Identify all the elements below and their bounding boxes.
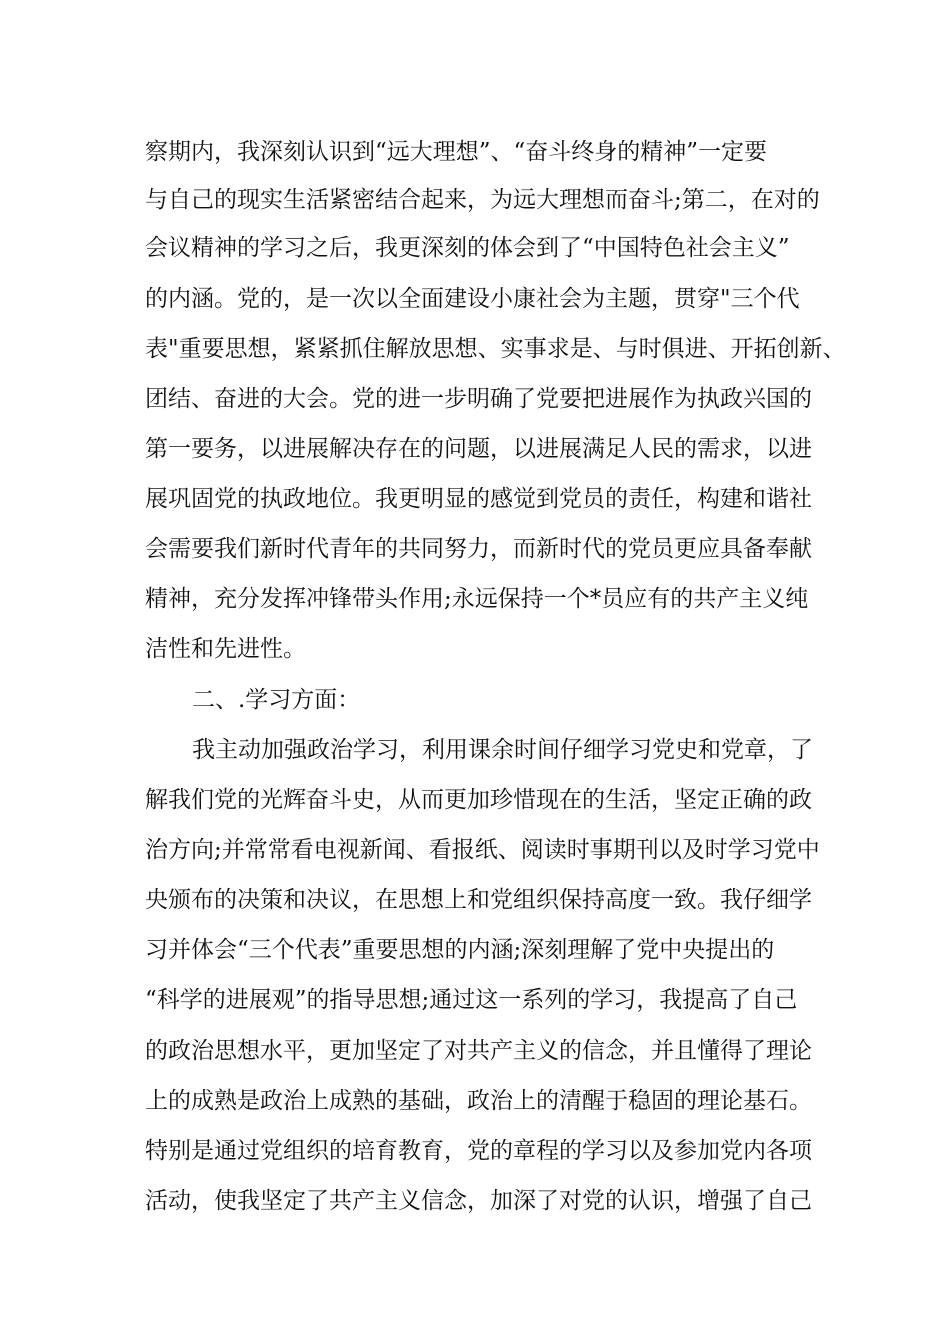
text-line: 特别是通过党组织的培育教育，党的章程的学习以及参加党内各项 bbox=[145, 1138, 812, 1164]
text-line: “科学的进展观”的指导思想;通过这一系列的学习，我提高了自己 bbox=[145, 987, 798, 1013]
text-line: 与自己的现实生活紧密结合起来，为远大理想而奋斗;第二，在对的 bbox=[145, 187, 820, 213]
text-line: 央颁布的决策和决议，在思想上和党组织保持高度一致。我仔细学 bbox=[145, 887, 812, 913]
text-line: 解我们党的光辉奋斗史，从而更加珍惜现在的生活，坚定正确的政 bbox=[145, 787, 812, 813]
text-line: 习并体会“三个代表”重要思想的内涵;深刻理解了党中央提出的 bbox=[145, 937, 775, 963]
text-line: 察期内，我深刻认识到“远大理想”、“奋斗终身的精神”一定要 bbox=[145, 139, 768, 165]
text-line: 洁性和先进性。 bbox=[145, 636, 306, 662]
text-line: 治方向;并常常看电视新闻、看报纸、阅读时事期刊以及时学习党中 bbox=[145, 837, 820, 863]
text-line: 第一要务，以进展解决存在的问题，以进展满足人民的需求，以进 bbox=[145, 436, 812, 462]
text-line: 上的成熟是政治上成熟的基础，政治上的清醒于稳固的理论基石。 bbox=[145, 1088, 812, 1114]
text-line: 的内涵。党的，是一次以全面建设小康社会为主题，贯穿"三个代 bbox=[145, 286, 800, 312]
text-line: 表"重要思想，紧紧抓住解放思想、实事求是、与时俱进、开拓创新、 bbox=[145, 336, 846, 362]
text-line: 精神，充分发挥冲锋带头作用;永远保持一个*员应有的共产主义纯 bbox=[145, 586, 809, 612]
text-line: 团结、奋进的大会。党的进一步明确了党要把进展作为执政兴国的 bbox=[145, 386, 812, 412]
text-line: 会需要我们新时代青年的共同努力，而新时代的党员更应具备奉献 bbox=[145, 536, 812, 562]
text-line: 展巩固党的执政地位。我更明显的感觉到党员的责任，构建和谐社 bbox=[145, 486, 812, 512]
text-line: 会议精神的学习之后，我更深刻的体会到了“中国特色社会主义” bbox=[145, 235, 790, 261]
paragraph-first-line: 我主动加强政治学习，利用课余时间仔细学习党史和党章，了 bbox=[192, 737, 813, 763]
text-line: 的政治思想水平，更加坚定了对共产主义的信念，并且懂得了理论 bbox=[145, 1038, 812, 1064]
text-line: 活动，使我坚定了共产主义信念，加深了对党的认识，增强了自己 bbox=[145, 1188, 812, 1214]
section-heading: 二、.学习方面： bbox=[192, 687, 361, 713]
